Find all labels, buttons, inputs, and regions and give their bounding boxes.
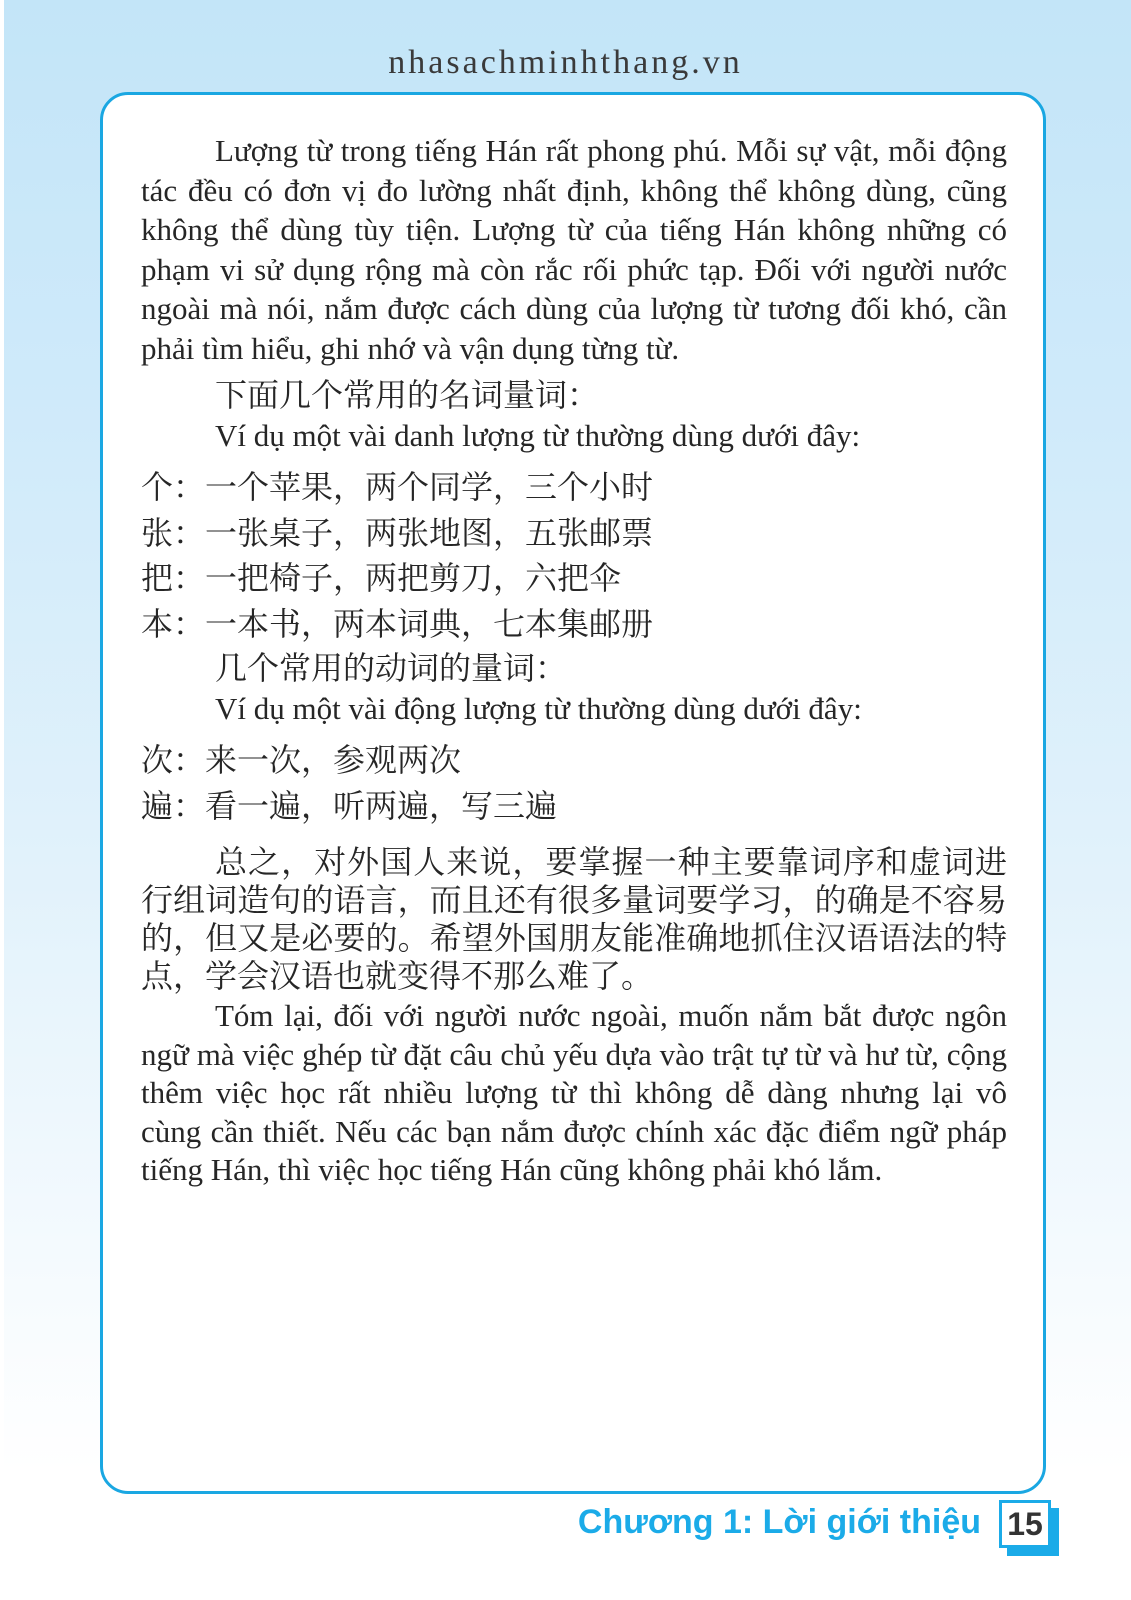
paragraph-summary-vi: Tóm lại, đối với người nước ngoài, muốn nắm bắt được ngôn ngữ mà việc ghép từ đặt câu chủ yếu dựa vào trật tự từ và hư từ, cộng thêm việc học rất nhiều lượng từ thì không dễ dàng nhưng lại vô cùng cần thiết. Nếu các bạn nắm được chính xác đặc điểm ngữ pháp tiếng Hán, thì việc học tiếng Hán cũng không phải khó lắm.: [141, 998, 1007, 1187]
scan-edge-line: [0, 0, 4, 1600]
noun-examples-list: [141, 465, 1007, 647]
example-line-bian: 遍：看一遍，听两遍，写三遍: [141, 787, 558, 824]
page-footer: [578, 1494, 1051, 1550]
paragraph-summary-zh: 总之，对外国人来说，要掌握一种主要靠词序和虚词进行组词造句的语言，而且还有很多量词要学习，的确是不容易的，但又是必要的。希望外国朋友能准确地抓住汉语语法的特点，学会汉语也就变得不那么难了。: [141, 844, 1007, 994]
site-watermark: nhasachminhthang.vn: [388, 44, 743, 81]
chapter-label: Chương 1: Lời giới thiệu: [577, 1503, 981, 1541]
noun-measure-words-heading-zh: 下面几个常用的名词量词：: [215, 377, 600, 413]
example-line-zhang: 张：一张桌子，两张地图，五张邮票: [141, 514, 654, 551]
page-number: 15: [999, 1500, 1051, 1548]
paragraph-intro: Lượng từ trong tiếng Hán rất phong phú. Mỗi sự vật, mỗi động tác đều có đơn vị đo lường nhất định, không thể không dùng, cũng không thể dùng tùy tiện. Lượng từ của tiếng Hán không những có phạm vi sử dụng rộng mà còn rắc rối phức tạp. Đối với người nước ngoài mà nói, nắm được cách dùng của lượng từ tương đối khó, cần phải tìm hiểu, ghi nhớ và vận dụng từng từ.: [141, 133, 1007, 366]
example-line-ben: 本：一本书，两本词典，七本集邮册: [141, 605, 654, 642]
example-line-ge: 个：一个苹果，两个同学，三个小时: [141, 469, 654, 505]
verb-measure-words-heading-vi: Ví dụ một vài động lượng từ thường dùng dưới đây:: [215, 690, 862, 726]
noun-measure-words-heading-vi: Ví dụ một vài danh lượng từ thường dùng dưới đây:: [215, 417, 861, 453]
page-number-box: [999, 1500, 1051, 1548]
verb-examples-list: [141, 738, 1007, 829]
content-frame: [100, 92, 1046, 1494]
example-line-ba: 把：一把椅子，两把剪刀，六把伞: [141, 560, 622, 596]
example-line-ci: 次：来一次，参观两次: [141, 742, 462, 778]
verb-measure-words-heading-zh: 几个常用的动词的量词：: [215, 650, 568, 686]
